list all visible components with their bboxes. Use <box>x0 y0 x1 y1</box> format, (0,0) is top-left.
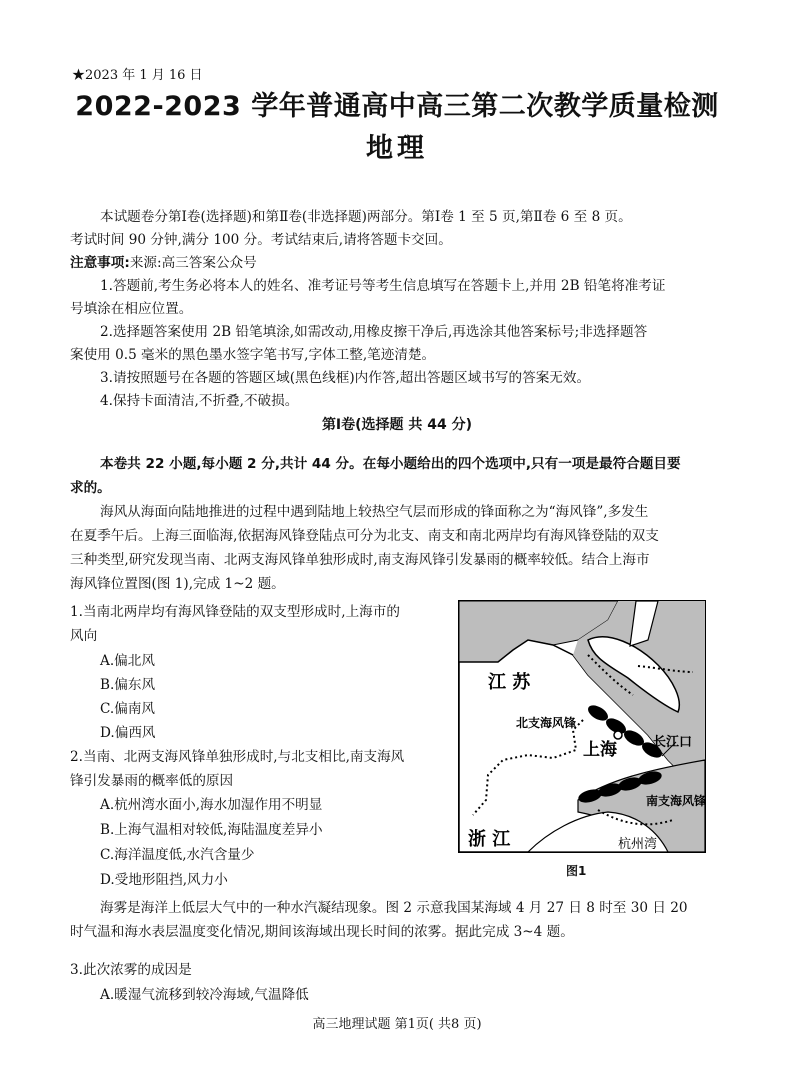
passage-line: 三种类型,研究发现当南、北两支海风锋单独形成时,南支海风锋引发暴雨的概率较低。结合上海市 <box>70 552 650 568</box>
label-shanghai: 上海 <box>583 740 617 760</box>
question-1-stem: 1.当南北两岸均有海风锋登陆的双支型形成时,上海市的 <box>70 604 400 620</box>
notice-item: 3.请按照题号在各题的答题区域(黑色线框)内作答,超出答题区域书写的答案无效。 <box>100 370 591 386</box>
passage-line: 海风从海面向陆地推进的过程中遇到陆地上较热空气层而形成的锋面称之为“海风锋”,多发生 <box>100 504 649 520</box>
label-south-front: 南支海风锋 <box>646 794 706 808</box>
label-hangzhou-bay: 杭州湾 <box>618 837 658 852</box>
section-instructions: 求的。 <box>70 480 111 496</box>
notice-item: 案使用 0.5 毫米的黑色墨水签字笔书写,字体工整,笔迹清楚。 <box>70 347 436 363</box>
page-footer: 高三地理试题 第1页( 共8 页) <box>312 1017 482 1032</box>
exam-date: ★2023 年 1 月 16 日 <box>72 68 203 83</box>
question-1-option-a: A.偏北风 <box>100 653 155 669</box>
label-zhejiang: 浙 江 <box>468 829 511 850</box>
question-3-stem: 3.此次浓雾的成因是 <box>70 962 192 978</box>
map-caption: 图1 <box>566 864 587 878</box>
section-title: 第Ⅰ卷(选择题 共 44 分) <box>321 417 473 433</box>
question-1-option-d: D.偏西风 <box>100 725 156 741</box>
exam-subject: 地理 <box>366 133 428 164</box>
section-instructions: 本卷共 22 小题,每小题 2 分,共计 44 分。在每小题给出的四个选项中,只有一项是最符合题目要 <box>100 456 681 472</box>
question-1-option-c: C.偏南风 <box>100 701 156 717</box>
question-2-stem: 锋引发暴雨的概率低的原因 <box>70 773 234 789</box>
question-1-stem: 风向 <box>70 628 98 644</box>
label-jiangsu: 江 苏 <box>488 672 531 693</box>
notice-header <box>70 251 257 271</box>
exam-title: 2022-2023 学年普通高中高三第二次教学质量检测 <box>75 91 719 122</box>
passage-line: 海风锋位置图(图 1),完成 1~2 题。 <box>70 576 285 592</box>
shanghai-marker <box>614 731 622 739</box>
question-2-option-d: D.受地形阻挡,风力小 <box>100 872 228 888</box>
notice-item: 2.选择题答案使用 2B 铅笔填涂,如需改动,用橡皮擦干净后,再选涂其他答案标号;非选择题答 <box>100 324 648 340</box>
label-north-front: 北支海风锋 <box>516 716 577 730</box>
question-2-option-a: A.杭州湾水面小,海水加湿作用不明显 <box>100 797 323 813</box>
label-yangtze-mouth: 长江口 <box>653 735 693 750</box>
passage-line: 在夏季午后。上海三面临海,依据海风锋登陆点可分为北支、南支和南北两岸均有海风锋登陆的双支 <box>70 528 659 544</box>
question-2-option-c: C.海洋温度低,水汽含量少 <box>100 847 255 863</box>
question-2-stem: 2.当南、北两支海风锋单独形成时,与北支相比,南支海风 <box>70 749 405 765</box>
intro-line: 考试时间 90 分钟,满分 100 分。考试结束后,请将答题卡交回。 <box>70 232 452 248</box>
notice-source: 来源:高三答案公众号 <box>129 255 257 271</box>
notice-item: 号填涂在相应位置。 <box>70 301 193 317</box>
passage-line: 海雾是海洋上低层大气中的一种水汽凝结现象。图 2 示意我国某海域 4 月 27 日 8 时至 30 日 20 <box>100 900 688 916</box>
question-3-option-a: A.暖湿气流移到较冷海域,气温降低 <box>100 987 309 1003</box>
notice-item: 4.保持卡面清洁,不折叠,不破损。 <box>100 393 299 409</box>
notice-label: 注意事项: <box>70 255 130 271</box>
passage-line: 时气温和海水表层温度变化情况,期间该海域出现长时间的浓雾。据此完成 3~4 题。 <box>70 924 574 940</box>
question-1-option-b: B.偏东风 <box>100 677 156 693</box>
sea-breeze-front-map <box>458 600 706 853</box>
intro-line: 本试题卷分第Ⅰ卷(选择题)和第Ⅱ卷(非选择题)两部分。第Ⅰ卷 1 至 5 页,第Ⅱ卷 6 至 8 页。 <box>100 209 632 225</box>
question-2-option-b: B.上海气温相对较低,海陆温度差异小 <box>100 822 323 838</box>
notice-item: 1.答题前,考生务必将本人的姓名、准考证号等考生信息填写在答题卡上,并用 2B 铅笔将准考证 <box>100 278 666 294</box>
